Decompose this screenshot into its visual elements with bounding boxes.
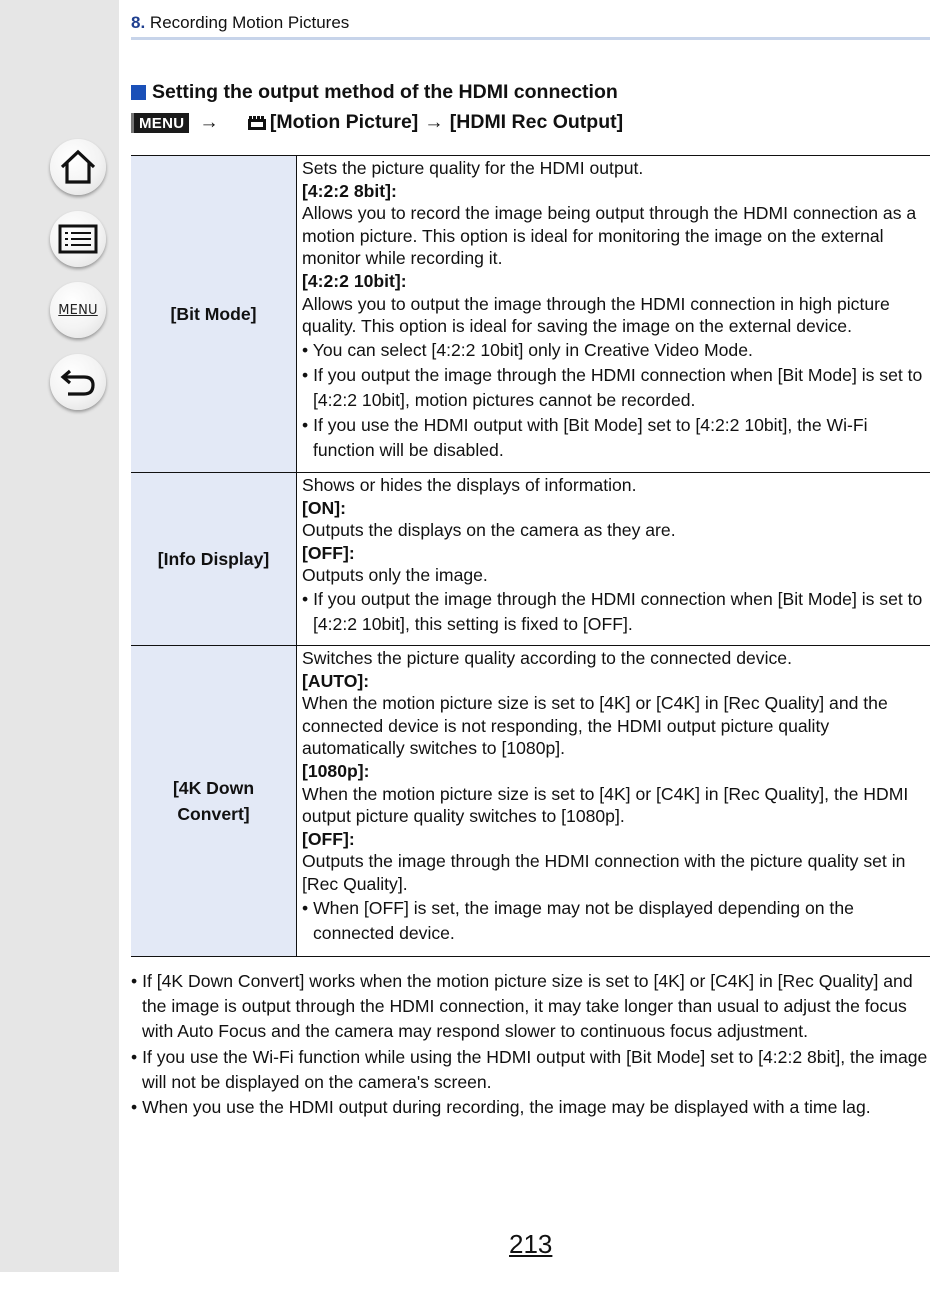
bullet-icon: • <box>302 364 309 385</box>
option-text: When the motion picture size is set to [4K] or [C4K] in [Rec Quality], the HDMI output picture quality switches to [1080p]. <box>302 783 909 827</box>
bullet-text: If you output the image through the HDMI connection when [Bit Mode] is set to [4:2:2 10bit], motion pictures cannot be recorded. <box>313 364 923 410</box>
row-intro: Switches the picture quality according to the connected device. <box>302 648 792 668</box>
option-title: [4:2:2 8bit]: <box>302 180 397 201</box>
menu-icon: MENU <box>58 302 98 318</box>
back-icon <box>58 365 98 399</box>
option-title: [OFF]: <box>302 542 355 563</box>
side-navigation <box>0 0 119 1272</box>
bullet-icon: • <box>302 339 309 360</box>
table-row <box>131 473 930 646</box>
list-item <box>131 1095 930 1120</box>
bullet-icon: • <box>131 1097 138 1118</box>
section-title-text: Setting the output method of the HDMI connection <box>152 81 618 103</box>
motion-picture-icon <box>247 115 267 131</box>
home-button[interactable] <box>50 139 106 195</box>
bullet-text: If you use the HDMI output with [Bit Mode] set to [4:2:2 10bit], the Wi-Fi function will be disabled. <box>313 414 868 460</box>
section-title <box>131 81 618 104</box>
row-label: [Bit Mode] <box>131 156 297 473</box>
bullet-icon: • <box>131 1046 138 1067</box>
list-item <box>302 338 924 363</box>
option-text: Outputs the displays on the camera as they are. <box>302 520 676 541</box>
back-button[interactable] <box>50 354 106 410</box>
settings-table <box>131 155 930 957</box>
bullet-icon: • <box>302 414 309 435</box>
page-margin <box>0 1272 119 1293</box>
home-icon <box>58 149 98 185</box>
row-description <box>297 156 931 473</box>
path-arrow-2: → <box>424 111 444 133</box>
row-intro: Sets the picture quality for the HDMI output. <box>302 158 644 178</box>
bullet-text: When [OFF] is set, the image may not be displayed depending on the connected device. <box>313 897 854 943</box>
header-divider <box>131 37 930 40</box>
row-intro: Shows or hides the displays of information. <box>302 475 637 495</box>
page-number: 213 <box>509 1229 553 1259</box>
bullet-icon: • <box>302 588 309 609</box>
option-title: [ON]: <box>302 497 346 518</box>
path-target: [HDMI Rec Output] <box>449 111 624 133</box>
row-label-line: [4K Down <box>172 777 255 798</box>
bullet-icon: • <box>302 897 309 918</box>
menu-badge: MENU <box>131 113 189 133</box>
bullet-text: You can select [4:2:2 10bit] only in Creative Video Mode. <box>312 339 753 360</box>
list-item <box>302 363 924 413</box>
contents-list-icon <box>58 224 98 254</box>
contents-button[interactable] <box>50 211 106 267</box>
bullet-icon: • <box>131 971 138 991</box>
option-text: Outputs only the image. <box>302 565 488 586</box>
note-text: If you use the Wi-Fi function while using the HDMI output with [Bit Mode] set to [4:2:2 8bit], the image will not be displayed on the camera's screen. <box>142 1046 928 1092</box>
row-description <box>297 646 931 957</box>
menu-path <box>131 111 623 134</box>
path-arrow: → <box>199 111 219 133</box>
note-text: When you use the HDMI output during recording, the image may be displayed with a time lag. <box>142 1097 871 1118</box>
option-title: [OFF]: <box>302 828 355 849</box>
note-text: If [4K Down Convert] works when the motion picture size is set to [4K] or [C4K] in [Rec Quality] and the image is output through the HDMI connection, it may take longer than usual to adjust the focus with Auto Focus and the camera may respond slower to continuous focus adjustment. <box>142 971 913 1042</box>
option-title: [1080p]: <box>302 760 370 781</box>
option-title: [4:2:2 10bit]: <box>302 270 407 291</box>
option-text: Outputs the image through the HDMI connection with the picture quality set in [Rec Quality]. <box>302 851 906 894</box>
list-item <box>131 969 930 1045</box>
row-description <box>297 473 931 646</box>
chapter-number: 8. <box>131 13 146 32</box>
bullet-text: If you output the image through the HDMI connection when [Bit Mode] is set to [4:2:2 10bit], this setting is fixed to [OFF]. <box>313 588 923 634</box>
option-text: When the motion picture size is set to [4K] or [C4K] in [Rec Quality] and the connected device is not responding, the HDMI output picture quality automatically switches to [1080p]. <box>302 693 888 759</box>
list-item <box>302 413 924 463</box>
row-label-line: Convert] <box>177 803 250 824</box>
path-item: [Motion Picture] <box>269 111 419 133</box>
list-item <box>131 1045 930 1095</box>
table-row <box>131 156 930 473</box>
chapter-title: Recording Motion Pictures <box>149 13 350 32</box>
chapter-header <box>131 13 349 33</box>
option-text: Allows you to output the image through the HDMI connection in high picture quality. This option is ideal for saving the image on the external device. <box>302 293 890 337</box>
list-item <box>302 896 924 946</box>
option-title: [AUTO]: <box>302 670 370 691</box>
table-row <box>131 646 930 957</box>
square-bullet-icon <box>131 85 146 100</box>
option-text: Allows you to record the image being output through the HDMI connection as a motion picture. This option is ideal for monitoring the image on the external monitor while recording it. <box>302 203 917 269</box>
row-label <box>131 646 297 957</box>
row-label: [Info Display] <box>131 473 297 646</box>
menu-button[interactable] <box>50 282 106 338</box>
notes-list <box>131 969 930 1120</box>
list-item <box>302 587 924 637</box>
